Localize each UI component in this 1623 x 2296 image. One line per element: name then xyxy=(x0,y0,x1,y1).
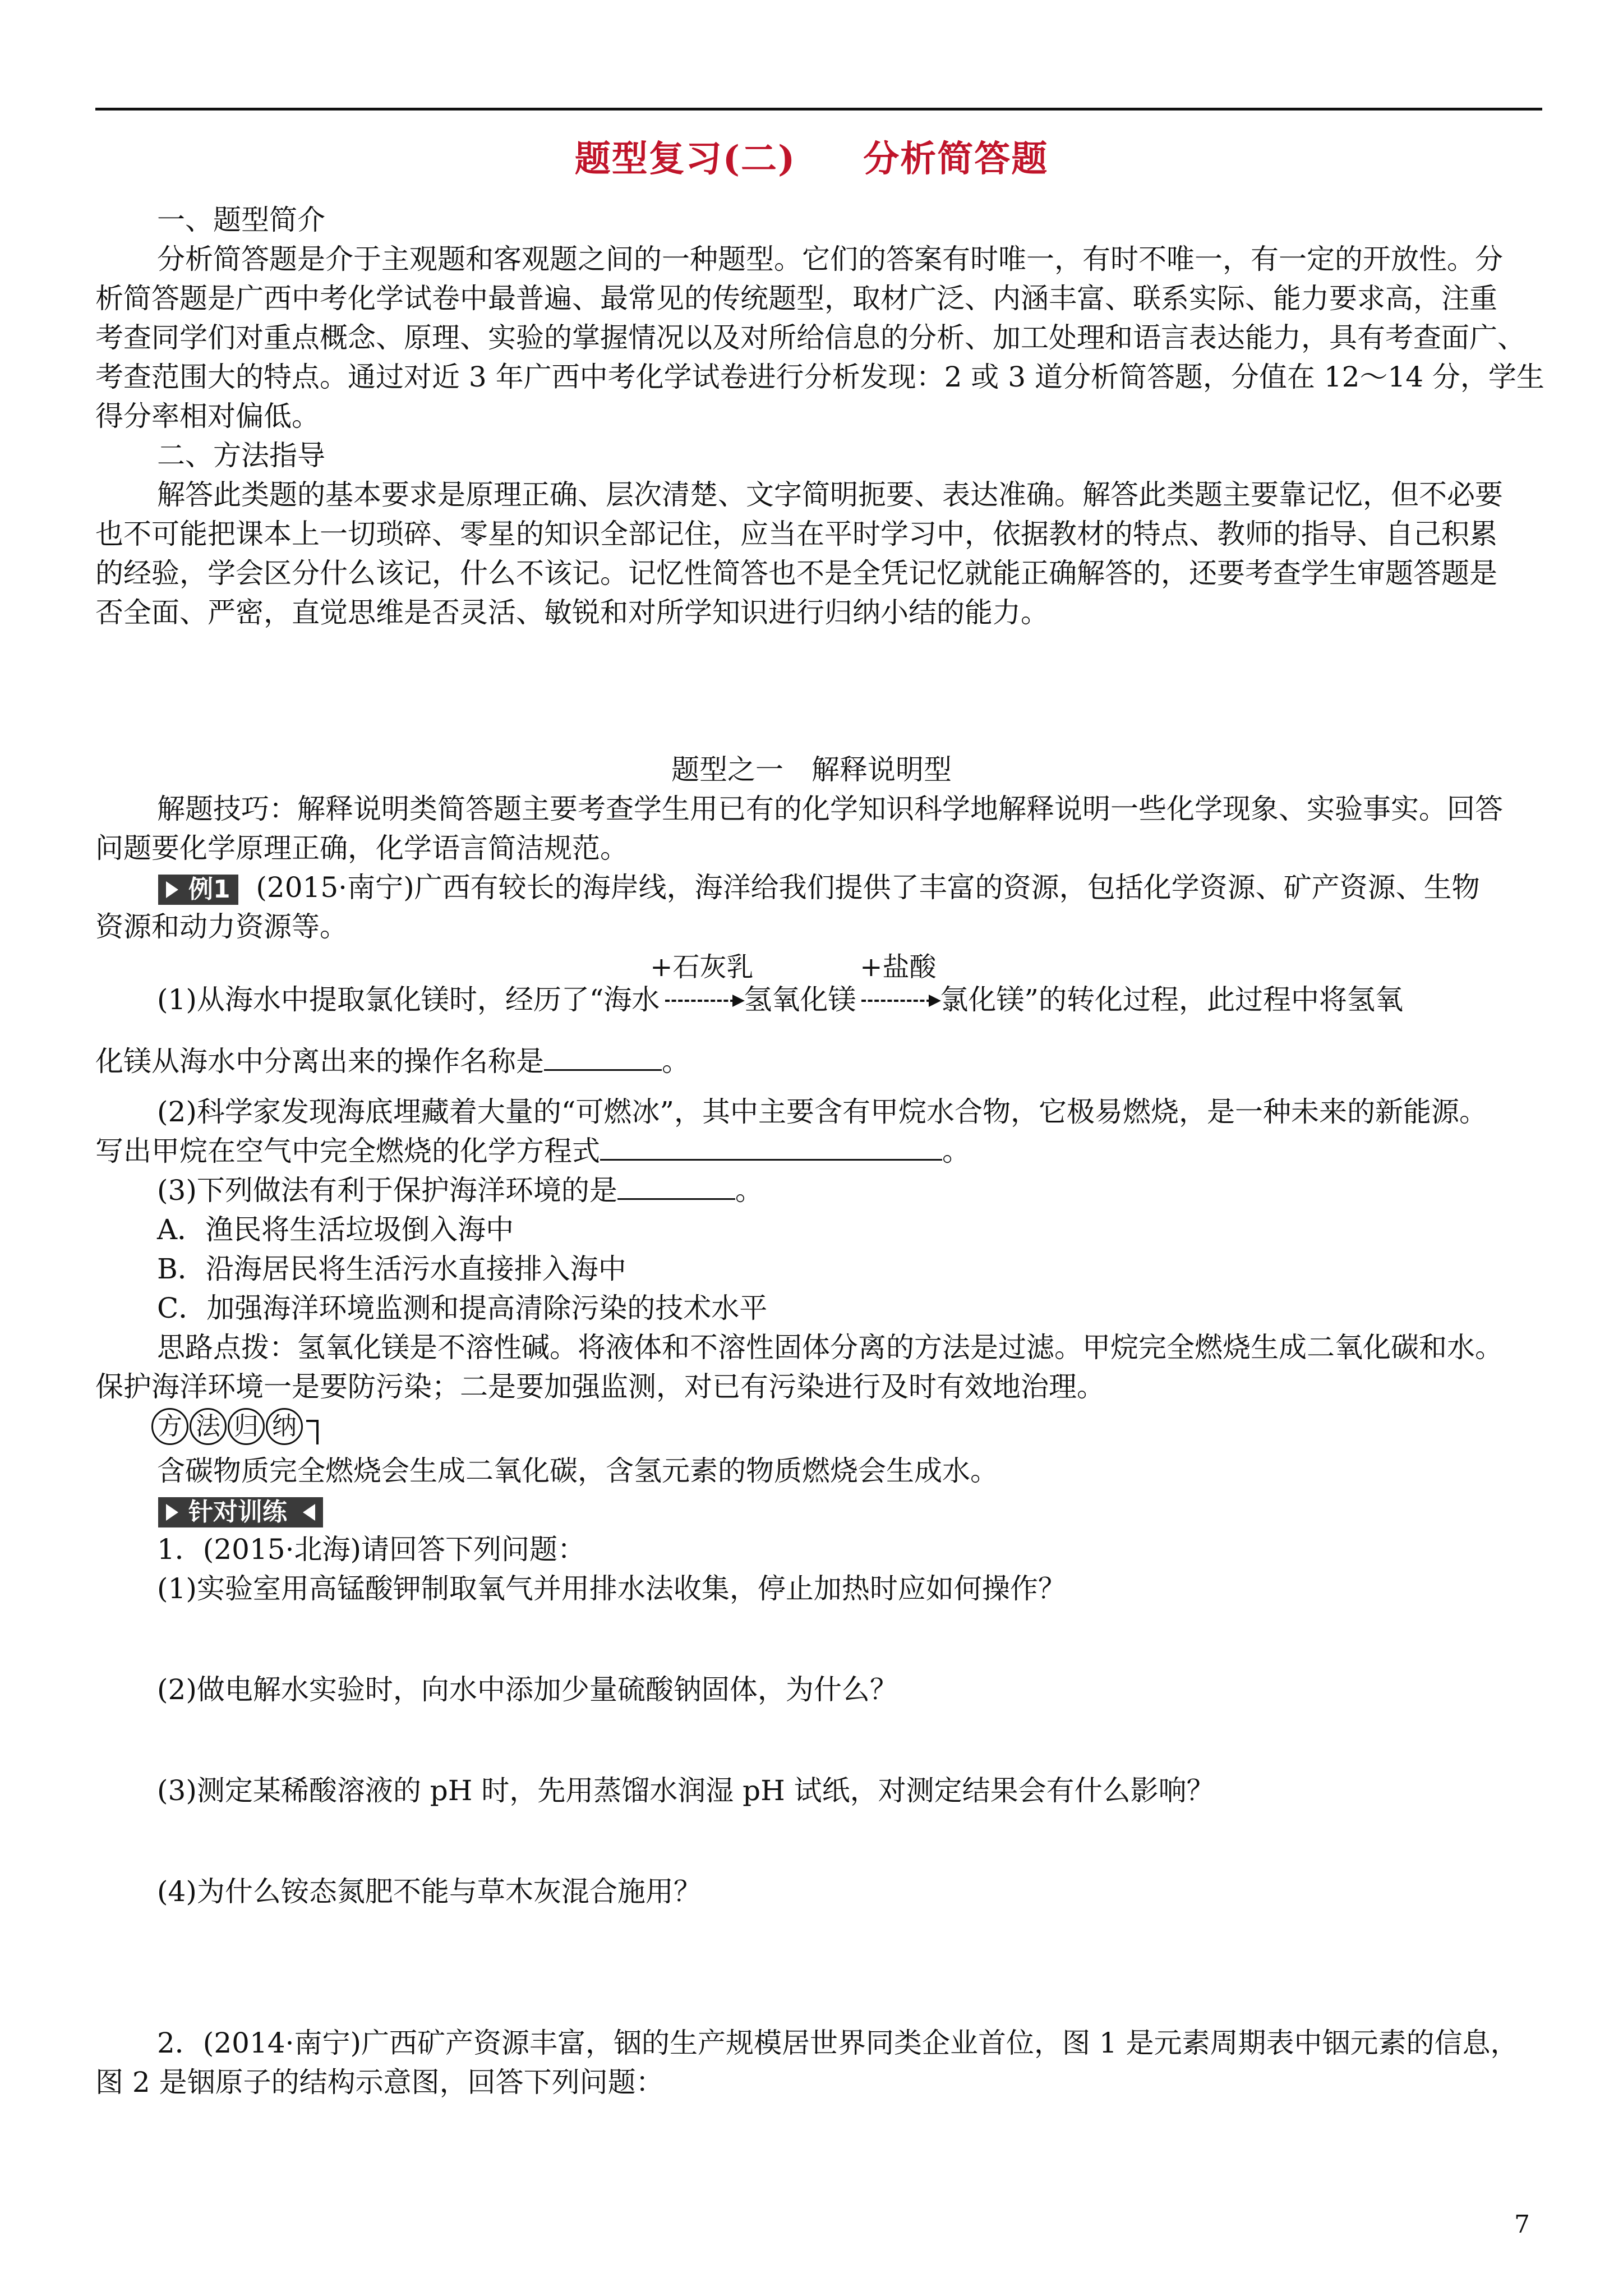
type1-heading: 题型之一 解释说明型 xyxy=(671,753,952,786)
section1-line: 析简答题是广西中考化学试卷中最普遍、最常见的传统题型，取材广泛、内涵丰富、联系实际、能力要求高，注重 xyxy=(95,282,1497,315)
option-b: B．沿海居民将生活污水直接排入海中 xyxy=(157,1253,626,1285)
arrow-head-icon xyxy=(929,995,941,1007)
example1-q1-line2: 化镁从海水中分离出来的操作名称是 。 xyxy=(95,1045,690,1078)
training-q1-item: (3)测定某稀酸溶液的 pH 时，先用蒸馏水润湿 pH 试纸，对测定结果会有什么影响？ xyxy=(157,1774,1215,1807)
title-part1: 题型复习(二) xyxy=(574,138,796,180)
title-part2: 分析简答题 xyxy=(863,138,1049,180)
answer-blank[interactable] xyxy=(617,1174,735,1200)
training-q2-line1: 2．(2014·南宁)广西矿产资源丰富，铟的生产规模居世界同类企业首位，图 1 是元素周期表中铟元素的信息， xyxy=(157,2027,1519,2059)
arrow-head-icon xyxy=(732,995,745,1007)
answer-blank[interactable] xyxy=(544,1045,662,1071)
tips-line: 问题要化学原理正确，化学语言简洁规范。 xyxy=(95,832,628,864)
hint-line: 保护海洋环境一是要防污染；二是要加强监测，对已有污染进行及时有效地治理。 xyxy=(95,1370,1105,1403)
method-text: 含碳物质完全燃烧会生成二氧化碳，含氢元素的物质燃烧会生成水。 xyxy=(157,1455,998,1487)
play-icon xyxy=(166,1504,178,1521)
method-badge: 方 法 归 纳 xyxy=(151,1408,319,1445)
training-q1-item: (2)做电解水实验时，向水中添加少量硫酸钠固体，为什么？ xyxy=(157,1673,898,1706)
training-q1-item: (4)为什么铵态氮肥不能与草木灰混合施用？ xyxy=(157,1875,702,1908)
page-number: 7 xyxy=(1514,2210,1530,2239)
training-tag: 针对训练 xyxy=(158,1497,323,1527)
play-icon xyxy=(166,881,178,898)
example-tag: 例1 xyxy=(158,875,238,905)
section2-heading: 二、方法指导 xyxy=(157,439,325,472)
section2-line: 解答此类题的基本要求是原理正确、层次清楚、文字简明扼要、表达准确。解答此类题主要靠记忆，但不必要 xyxy=(157,478,1503,511)
example1-line1: 例1 (2015·南宁)广西有较长的海岸线，海洋给我们提供了丰富的资源，包括化学资源、矿产资源、生物 xyxy=(158,871,1480,905)
section2-line: 也不可能把课本上一切琐碎、零星的知识全部记住，应当在平时学习中，依据教材的特点、教师的指导、自己积累 xyxy=(95,518,1497,550)
tips-line: 解题技巧：解释说明类简答题主要考查学生用已有的化学知识科学地解释说明一些化学现象、实验事实。回答 xyxy=(157,793,1503,825)
training-q1-item: (1)实验室用高锰酸钾制取氧气并用排水法收集，停止加热时应如何操作？ xyxy=(157,1572,1066,1605)
training-q1-title: 1．(2015·北海)请回答下列问题： xyxy=(157,1533,585,1566)
answer-blank[interactable] xyxy=(600,1134,942,1161)
hint-line: 思路点拨：氢氧化镁是不溶性碱。将液体和不溶性固体分离的方法是过滤。甲烷完全燃烧生成二氧化碳和水。 xyxy=(157,1331,1503,1364)
section1-line: 分析简答题是介于主观题和客观题之间的一种题型。它们的答案有时唯一，有时不唯一，有一定的开放性。分 xyxy=(157,243,1503,275)
example1-q2-line1: (2)科学家发现海底埋藏着大量的“可燃冰”，其中主要含有甲烷水合物，它极易燃烧，是一种未来的新能源。 xyxy=(157,1096,1487,1128)
section2-line: 的经验，学会区分什么该记，什么不该记。记忆性简答也不是全凭记忆就能正确解答的，还要考查学生审题答题是 xyxy=(95,557,1497,590)
reaction-arrow: +盐酸 xyxy=(856,983,940,1016)
top-rule xyxy=(95,108,1542,111)
option-c: C．加强海洋环境监测和提高清除污染的技术水平 xyxy=(157,1292,768,1324)
example1-q2-line2: 写出甲烷在空气中完全燃烧的化学方程式 。 xyxy=(95,1135,970,1167)
section1-line: 考查范围大的特点。通过对近 3 年广西中考化学试卷进行分析发现：2 或 3 道分析简答题，分值在 12～14 分，学生 xyxy=(95,361,1544,393)
section1-line: 得分率相对偏低。 xyxy=(95,400,320,432)
option-a: A．渔民将生活垃圾倒入海中 xyxy=(157,1213,514,1246)
section1-line: 考查同学们对重点概念、原理、实验的掌握情况以及对所给信息的分析、加工处理和语言表达能力，具有考查面广、 xyxy=(95,321,1525,354)
page-title xyxy=(0,130,1623,182)
example1-q1: (1)从海水中提取氯化镁时，经历了“海水 +石灰乳 氢氧化镁 +盐酸 氯化镁”的转化过程，此过程中将氢氧 xyxy=(157,951,1403,1016)
training-q2-line2: 图 2 是铟原子的结构示意图，回答下列问题： xyxy=(95,2066,664,2099)
section1-heading: 一、题型简介 xyxy=(157,204,325,236)
reverse-play-icon xyxy=(303,1504,315,1521)
example1-q3: (3)下列做法有利于保护海洋环境的是 。 xyxy=(157,1174,763,1207)
section2-line: 否全面、严密，直觉思维是否灵活、敏锐和对所学知识进行归纳小结的能力。 xyxy=(95,596,1049,629)
hook-icon xyxy=(306,1420,319,1444)
reaction-arrow: +石灰乳 xyxy=(660,983,744,1016)
example1-line2: 资源和动力资源等。 xyxy=(95,910,348,943)
training-heading xyxy=(158,1493,323,1527)
